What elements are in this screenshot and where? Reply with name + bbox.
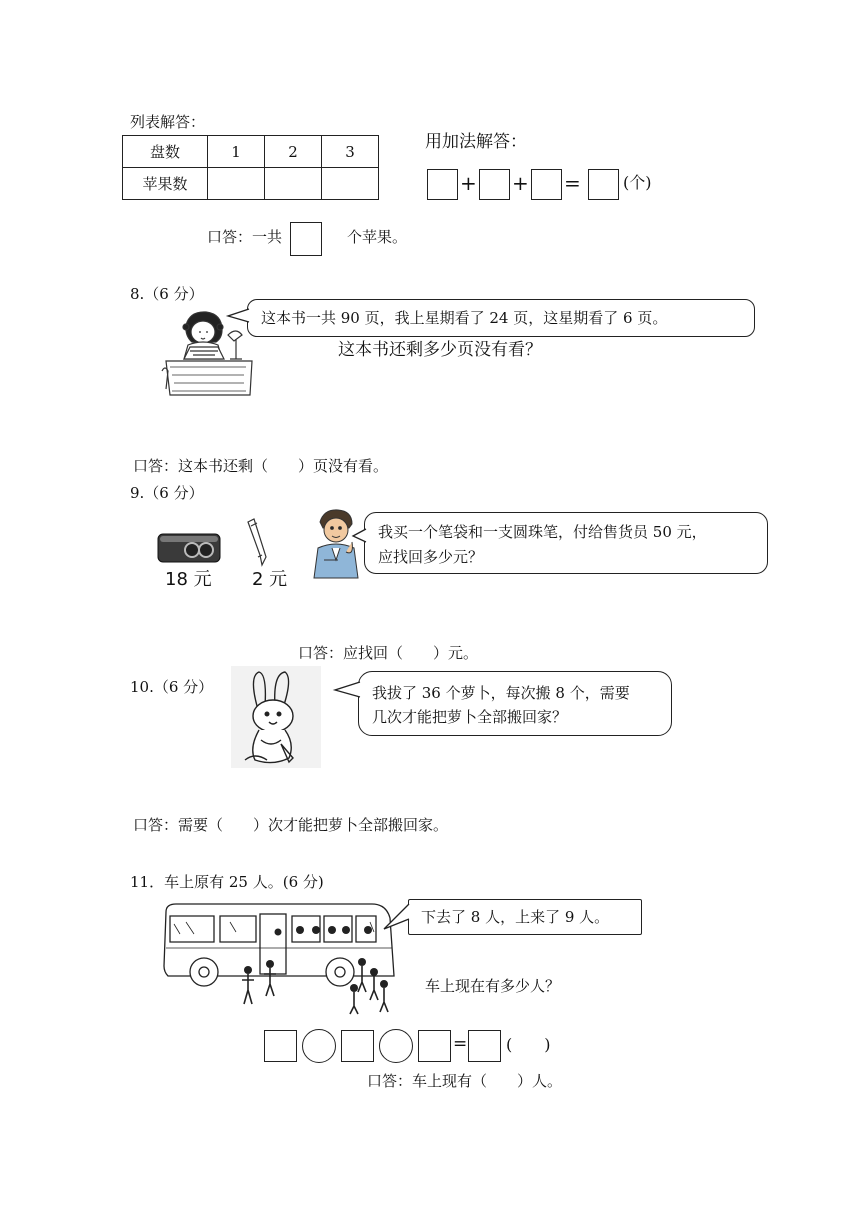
q7-col-1: 1 [208,136,265,168]
q8-bubble-text: 这本书一共 90 页，我上星期看了 24 页，这星期看了 6 页。 [261,309,668,327]
q11-operator-circle-2[interactable] [379,1029,413,1063]
q7-unit: (个) [623,173,652,192]
q11-equals: = [453,1034,468,1054]
bus-illustration [160,900,400,1015]
ballpoint-pen-icon [244,518,270,568]
q11-unit: ( ) [506,1035,551,1054]
q11-question: 车上现在有多少人？ [425,977,561,995]
q7-addend-box-2[interactable] [479,169,510,200]
pencil-case-icon [156,530,222,566]
q7-plus-1: + [460,171,477,195]
q7-table [122,135,379,200]
q9-price-pen: 2 元 [252,569,288,590]
q7-table-title: 列表解答： [130,113,206,131]
q10-answer: 口答：需要（ ）次才能把萝卜全部搬回家。 [133,816,449,834]
q8-number: 8.（6 分） [130,285,204,303]
q8-question: 这本书还剩多少页没有看？ [338,340,542,360]
q7-answer-box[interactable] [290,222,322,256]
q10-bubble-line1: 我拔了 36 个萝卜，每次搬 8 个，需要 [372,684,630,702]
q7-cell-1[interactable] [208,168,265,200]
q7-addition-title: 用加法解答： [425,132,527,152]
q7-row2-label: 苹果数 [123,168,208,200]
q7-equals: = [564,171,581,195]
q11-answer: 口答：车上现有（ ）人。 [367,1072,563,1090]
q9-bubble-tail [352,528,368,544]
q7-addend-box-1[interactable] [427,169,458,200]
q11-result-box[interactable] [468,1030,501,1062]
q11-number-box-3[interactable] [418,1030,451,1062]
q7-cell-2[interactable] [265,168,322,200]
q7-plus-2: + [512,171,529,195]
q10-bubble-line2: 几次才能把萝卜全部搬回家？ [372,708,568,726]
q11-number-box-1[interactable] [264,1030,297,1062]
q7-cell-3[interactable] [322,168,379,200]
q7-row1-label: 盘数 [123,136,208,168]
q7-col-3: 3 [322,136,379,168]
q9-speech-bubble [364,512,768,574]
q8-speech-bubble [247,299,755,337]
rabbit-icon [231,666,321,768]
q9-number: 9.（6 分） [130,484,204,502]
q11-bubble-tail [383,903,411,931]
q11-speech-bubble [408,899,642,935]
q8-answer: 口答：这本书还剩（ ）页没有看。 [133,457,389,475]
q9-answer: 口答：应找回（ ）元。 [298,644,479,662]
q9-bubble-line1: 我买一个笔袋和一支圆珠笔，付给售货员 50 元， [378,523,707,541]
q10-speech-bubble [358,671,672,736]
q7-sum-box[interactable] [588,169,619,200]
q10-bubble-tail [334,681,362,699]
q10-number: 10.（6 分） [130,678,214,696]
q11-number: 11．车上原有 25 人。(6 分) [130,873,324,891]
q7-addend-box-3[interactable] [531,169,562,200]
q9-bubble-line2: 应找回多少元？ [378,548,484,566]
q11-operator-circle-1[interactable] [302,1029,336,1063]
q7-answer-prefix: 口答：一共 [207,228,283,246]
q11-bubble-text: 下去了 8 人，上来了 9 人。 [421,908,610,926]
q7-answer-suffix: 个苹果。 [347,228,408,246]
q7-col-2: 2 [265,136,322,168]
q9-price-pencil-case: 18 元 [165,569,212,590]
boy-illustration [310,508,364,580]
q11-number-box-2[interactable] [341,1030,374,1062]
q8-bubble-tail [227,308,251,324]
